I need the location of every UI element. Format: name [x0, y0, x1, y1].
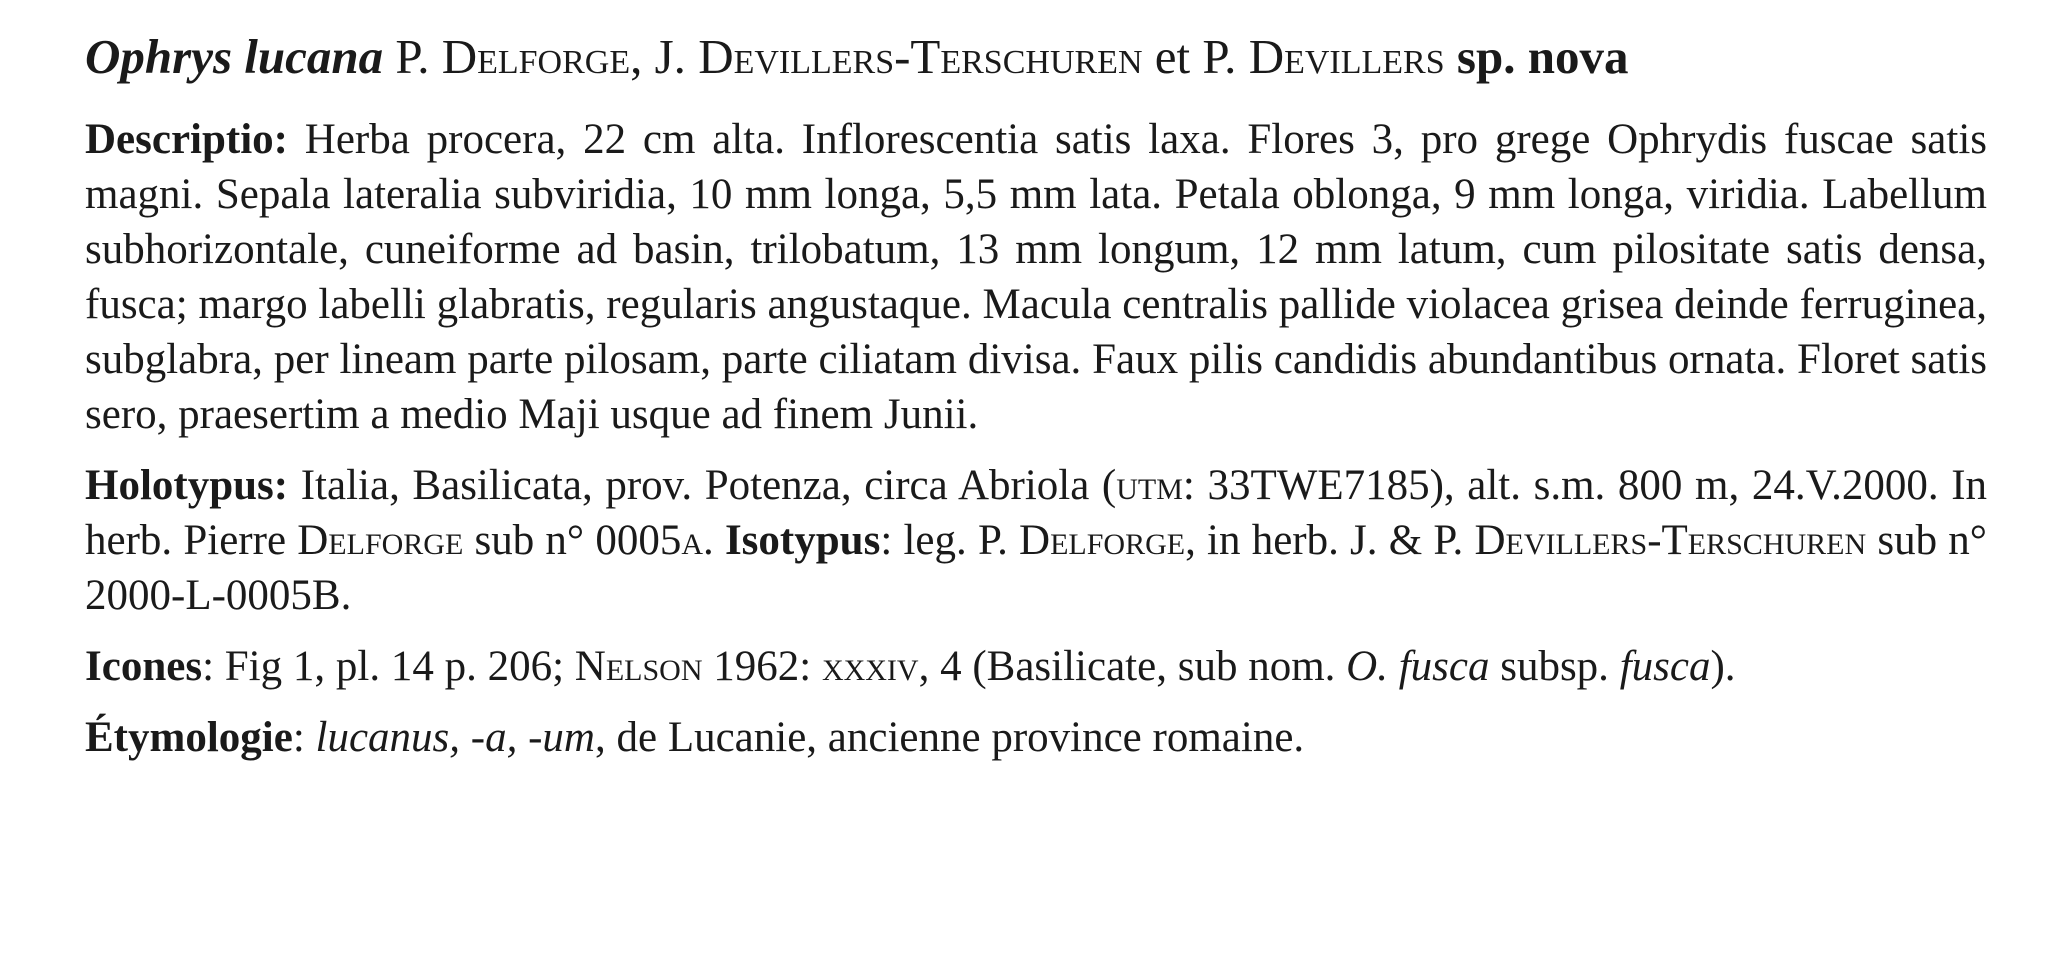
species-title — [85, 22, 1987, 92]
species-description-page — [85, 22, 1987, 781]
icones-label: Icones — [85, 643, 203, 690]
sp-nova-label: sp. nova — [1456, 29, 1629, 84]
descriptio-label: Descriptio: — [85, 116, 288, 163]
holotypus-paragraph — [85, 458, 1987, 623]
etymologie-text-2: , de Lucanie, ancienne province romaine. — [594, 714, 1305, 761]
icones-text-4: subsp. — [1489, 643, 1620, 690]
isotypus-delforge: Delforge — [1019, 517, 1186, 564]
holotypus-text-4: . — [703, 517, 725, 564]
author-devillers: Devillers — [1248, 29, 1445, 84]
author-separator-1: , J. — [630, 29, 699, 84]
etymologie-label: Étymologie — [85, 714, 293, 761]
etymologie-paragraph — [85, 710, 1987, 765]
utm-abbrev: utm — [1116, 462, 1183, 509]
icones-nelson: Nelson — [574, 643, 703, 690]
etymologie-text-1: : — [292, 714, 316, 761]
icones-text-1: : Fig 1, pl. 14 p. 206; — [202, 643, 575, 690]
holotypus-text-6: , in herb. J. & P. — [1185, 517, 1475, 564]
icones-o-fusca: O. fusca — [1346, 643, 1490, 690]
author-devillers-terschuren: Devillers-Terschuren — [698, 29, 1143, 84]
icones-text-3: , 4 (Basilicate, sub nom. — [918, 643, 1347, 690]
author-initial-1: P. — [395, 29, 442, 84]
isotypus-label: Isotypus — [724, 517, 881, 564]
icones-text-2: 1962: — [702, 643, 822, 690]
icones-roman-numeral: xxxiv — [821, 643, 919, 690]
holotypus-text-5: : leg. P. — [880, 517, 1020, 564]
descriptio-paragraph — [85, 112, 1987, 442]
icones-fusca: fusca — [1619, 643, 1711, 690]
holotypus-delforge: Delforge — [297, 517, 464, 564]
icones-paragraph — [85, 639, 1987, 694]
icones-text-5: ). — [1710, 643, 1736, 690]
holotypus-label: Holotypus: — [85, 462, 289, 509]
species-name: Ophrys lucana — [85, 29, 384, 84]
etymologie-lucanus: lucanus, -a, -um — [315, 714, 595, 761]
specimen-suffix-a: a — [681, 517, 703, 564]
holotypus-text-3: sub n° 0005 — [463, 517, 682, 564]
holotypus-text-1: Italia, Basilicata, prov. Potenza, circa Abriola ( — [300, 462, 1117, 509]
author-et: et P. — [1142, 29, 1249, 84]
isotypus-devillers-terschuren: Devillers-Terschuren — [1474, 517, 1867, 564]
author-delforge: Delforge — [441, 29, 631, 84]
holotypus-text-2: : 33TWE7185), alt. s.m. 800 m, 24.V.2000. In herb. Pierre — [85, 462, 1988, 564]
holotypus-text-7: sub n° 2000-L-0005B. — [85, 517, 1987, 619]
descriptio-text: Herba procera, 22 cm alta. Inflorescentia satis laxa. Flores 3, pro grege Ophrydis fuscae satis magni. Sepala lateralia subviridia, 10 mm longa, 5,5 mm lata. Petala oblonga, 9 mm longa, viridia. Labellum subhorizontale, cuneiforme ad basin, trilobatum, 13 mm longum, 12 mm latum, cum pilositate satis densa, fusca; margo labelli glabratis, regularis angustaque. Macula centralis pallide violacea grisea deinde ferruginea, subglabra, per lineam parte pilosam, parte ciliatam divisa. Faux pilis candidis abundantibus ornata. Floret satis sero, praesertim a medio Maji usque ad finem Junii. — [85, 116, 1988, 438]
